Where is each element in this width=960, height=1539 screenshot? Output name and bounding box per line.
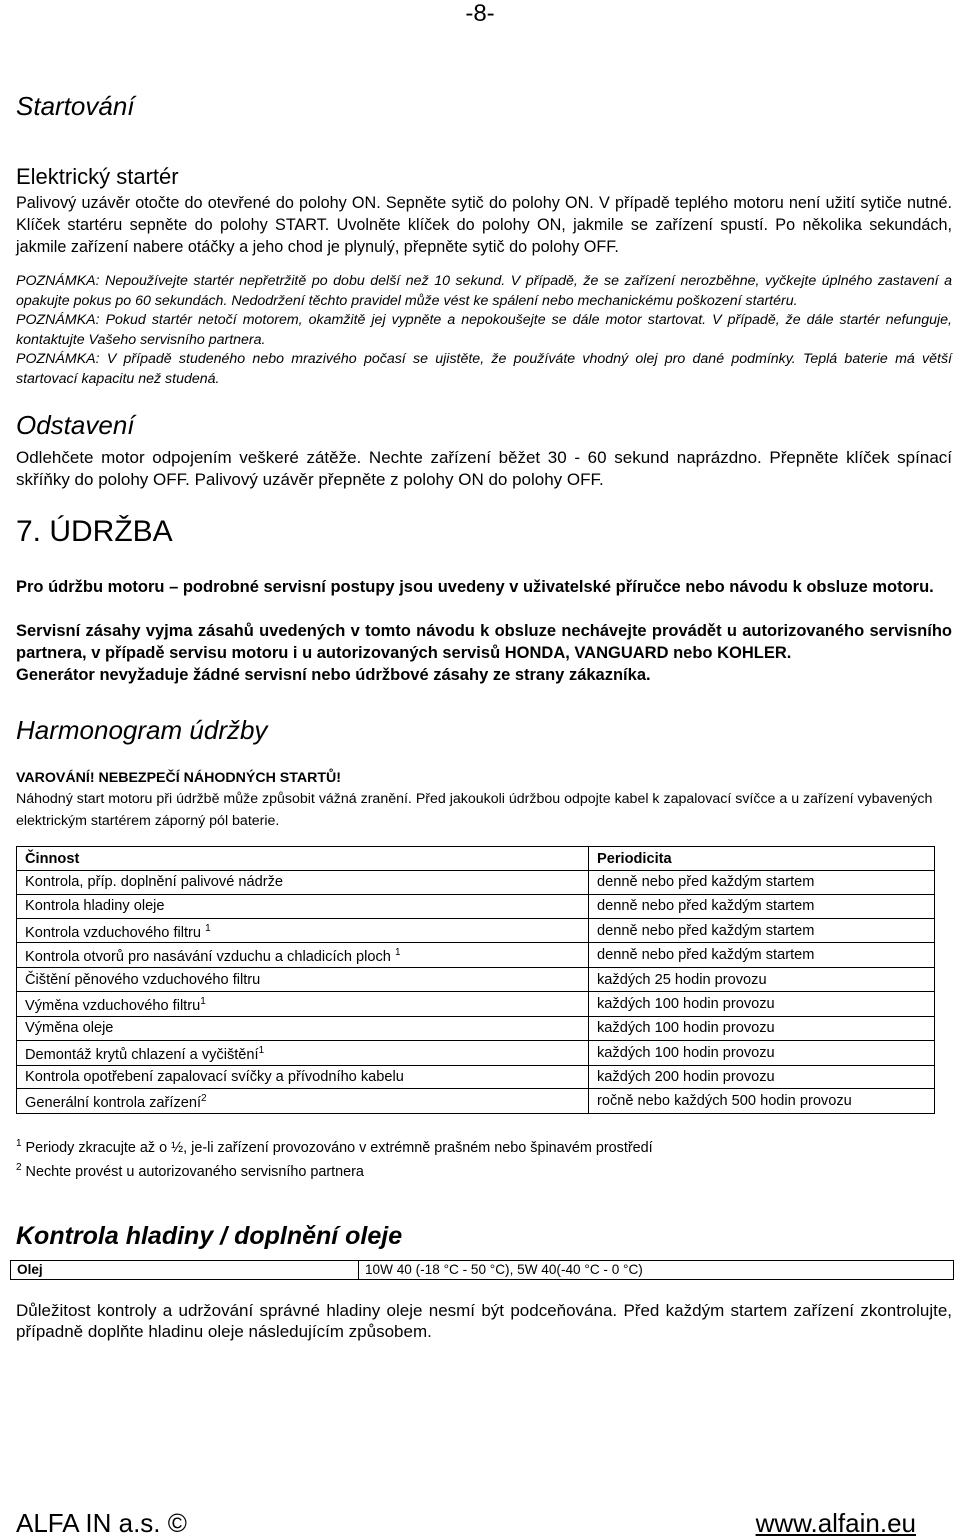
- table-row: [17, 943, 935, 968]
- odstaveni-paragraph: Odlehčete motor odpojením veškeré zátěže. Nechte zařízení běžet 30 - 60 sekund naprázdno. Přepněte klíček spínací skříňky do polohy OFF. Palivový uzávěr přepněte z polohy ON do polohy OFF.: [16, 448, 952, 489]
- udrzba-paragraph-3: Generátor nevyžaduje žádné servisní nebo údržbové zásahy ze strany zákazníka.: [16, 666, 651, 685]
- period-cell: každých 100 hodin provozu: [589, 1016, 935, 1040]
- footnote-text: Nechte provést u autorizovaného servisního partnera: [21, 1163, 364, 1180]
- period-cell: každých 100 hodin provozu: [589, 992, 935, 1017]
- section-title-udrzba: 7. ÚDRŽBA: [16, 515, 173, 549]
- footnote-mark: 1: [394, 947, 401, 959]
- period-cell: denně nebo před každým startem: [589, 894, 935, 918]
- activity-cell: [17, 968, 589, 992]
- section-title-olej: Kontrola hladiny / doplnění oleje: [16, 1221, 403, 1250]
- olej-paragraph: Důležitost kontroly a udržování správné hladiny oleje nesmí být podceňována. Před každým startem zařízení zkontrolujte, případně doplňte hladinu oleje následujícím způsobem.: [16, 1300, 952, 1342]
- period-cell: denně nebo před každým startem: [589, 870, 935, 894]
- section-title-odstaveni: [16, 407, 952, 443]
- oil-row: [11, 1260, 954, 1279]
- activity-cell: [17, 1065, 589, 1089]
- activity-cell: [17, 1089, 589, 1114]
- startovani-note-3: POZNÁMKA: V případě studeného nebo mrazivého počasí se ujistěte, že používáte vhodný olej pro dané podmínky. Teplá baterie má větší startovací kapacitu než studená.: [16, 351, 952, 387]
- table-row: [17, 1016, 935, 1040]
- table-row: [17, 968, 935, 992]
- table-row: [17, 1040, 935, 1065]
- activity-text: Výměna oleje: [25, 1020, 114, 1037]
- activity-text: Čištění pěnového vzduchového filtru: [25, 971, 261, 988]
- footnote-number: 2: [16, 1162, 22, 1174]
- footnote-mark: 1: [200, 996, 206, 1008]
- section-title-startovani: Startování: [16, 91, 135, 121]
- footnotes: [16, 1134, 952, 1182]
- activity-cell: [17, 943, 589, 968]
- table-row: [17, 870, 935, 894]
- activity-text: Kontrola vzduchového filtru: [25, 924, 206, 941]
- oil-value: 10W 40 (-18 °C - 50 °C), 5W 40(-40 °C - 0 °C): [359, 1260, 954, 1279]
- footnote-mark: 1: [205, 922, 211, 934]
- footnote-mark: 1: [258, 1044, 265, 1056]
- activity-text: Generální kontrola zařízení: [25, 1095, 202, 1112]
- oil-label: Olej: [11, 1260, 359, 1279]
- activity-cell: [17, 918, 589, 943]
- table-row: [17, 992, 935, 1017]
- activity-text: Kontrola otvorů pro nasávání vzduchu a chladicích ploch: [25, 949, 395, 966]
- page-content: [16, 88, 952, 1343]
- table-header-row: [17, 847, 935, 871]
- table-row: [17, 918, 935, 943]
- period-cell: každých 25 hodin provozu: [589, 968, 935, 992]
- activity-text: Kontrola hladiny oleje: [25, 898, 165, 915]
- period-cell: denně nebo před každým startem: [589, 943, 935, 968]
- startovani-note-2: POZNÁMKA: Pokud startér netočí motorem, okamžitě jej vypněte a nepokoušejte se dále motor startovat. V případě, že dále startér nefunguje, kontaktujte Vašeho servisního partnera.: [16, 312, 952, 348]
- activity-cell: [17, 870, 589, 894]
- table-header-period: Periodicita: [589, 847, 935, 871]
- warning-title: VAROVÁNÍ! NEBEZPEČÍ NÁHODNÝCH STARTŮ!: [16, 770, 342, 787]
- subsection-title-elektricky-starter: Elektrický startér: [16, 164, 179, 189]
- udrzba-paragraph-1: Pro údržbu motoru – podrobné servisní postupy jsou uvedeny v uživatelské příručce nebo návodu k obsluze motoru.: [16, 578, 934, 597]
- period-cell: každých 100 hodin provozu: [589, 1040, 935, 1065]
- maintenance-schedule-table: [16, 846, 935, 1114]
- activity-cell: [17, 894, 589, 918]
- footnote-mark: 2: [201, 1093, 207, 1105]
- activity-text: Kontrola opotřebení zapalovací svíčky a přívodního kabelu: [25, 1069, 404, 1085]
- warning-text: Náhodný start motoru při údržbě může způsobit vážná zranění. Před jakoukoli údržbou odpojte kabel k zapalovací svíčce a u zařízení vybavených elektrickým startérem záporný pól baterie.: [16, 791, 933, 830]
- startovani-note-1: POZNÁMKA: Nepoužívejte startér nepřetržitě po dobu delší než 10 sekund. V případě, že se zařízení nerozběhne, vyčkejte úplného zastavení a opakujte pokus po 60 sekundách. Nedodržení těchto pravidel může vést ke spálení nebo mechanickému poškození startéru.: [16, 273, 952, 309]
- section-title-harmonogram: Harmonogram údržby: [16, 715, 268, 746]
- activity-text: Demontáž krytů chlazení a vyčištění: [25, 1046, 259, 1063]
- footer-company: ALFA IN a.s. ©: [16, 1508, 187, 1538]
- page-number: -8-: [465, 0, 495, 27]
- footer-website-link[interactable]: www.alfain.eu: [755, 1508, 916, 1538]
- activity-cell: [17, 1016, 589, 1040]
- table-row: [17, 1065, 935, 1089]
- period-cell: ročně nebo každých 500 hodin provozu: [589, 1089, 935, 1114]
- period-cell: denně nebo před každým startem: [589, 918, 935, 943]
- udrzba-paragraph-2: Servisní zásahy vyjma zásahů uvedených v tomto návodu k obsluze nechávejte provádět u autorizovaného servisního partnera, v případě servisu motoru i u autorizovaných servisů HONDA, VANGUARD nebo KOHLER.: [16, 622, 952, 663]
- footnote: [16, 1158, 952, 1182]
- period-cell: každých 200 hodin provozu: [589, 1065, 935, 1089]
- odstaveni-title-text: Odstavení: [16, 410, 135, 440]
- activity-cell: [17, 1040, 589, 1065]
- footnote-number: 1: [16, 1138, 22, 1150]
- footnote: [16, 1134, 952, 1158]
- table-row: [17, 1089, 935, 1114]
- activity-cell: [17, 992, 589, 1017]
- table-row: [17, 894, 935, 918]
- oil-table: [10, 1260, 954, 1280]
- footnote-text: Periody zkracujte až o ½, je-li zařízení provozováno v extrémně prašném nebo špinavém prostředí: [21, 1140, 653, 1157]
- table-header-activity: Činnost: [17, 847, 589, 871]
- activity-text: Výměna vzduchového filtru: [25, 997, 201, 1014]
- startovani-paragraph: Palivový uzávěr otočte do otevřené do polohy ON. Sepněte sytič do polohy ON. V případě teplého motoru není užití sytiče nutné. Klíček startéru sepněte do polohy START. Uvolněte klíček do polohy ON, jakmile se zařízení spustí. Po několika sekundách, jakmile zařízení nabere otáčky a jeho chod je plynulý, přepněte sytič do polohy OFF.: [16, 194, 952, 256]
- activity-text: Kontrola, příp. doplnění palivové nádrže: [25, 874, 283, 891]
